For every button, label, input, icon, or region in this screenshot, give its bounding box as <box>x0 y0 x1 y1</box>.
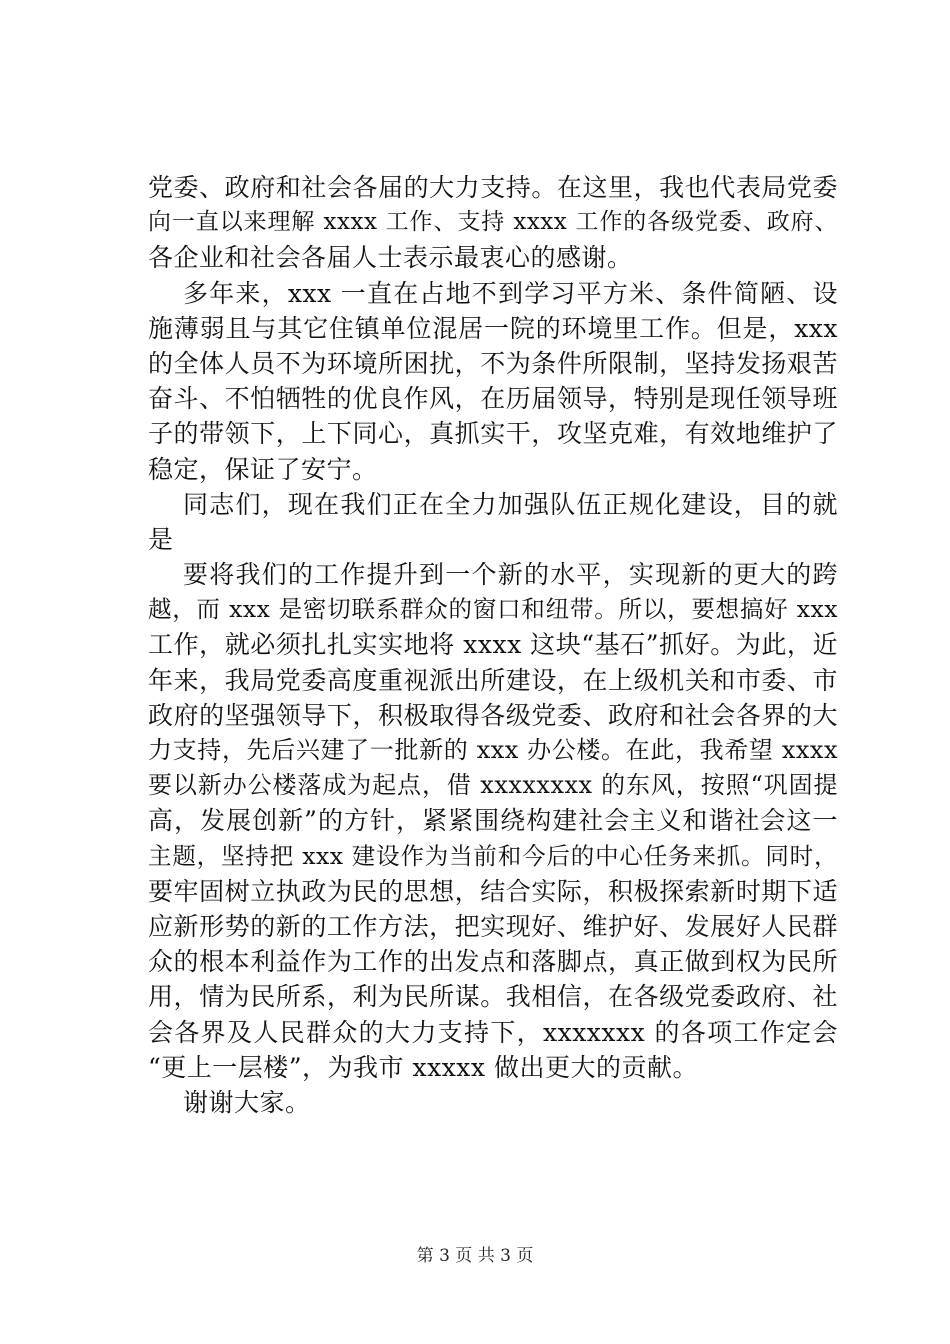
text-line: 子的带领下，上下同心，真抓实干，攻坚克难，有效地维护了 <box>148 419 838 449</box>
page-footer: 第 3 页 共 3 页 <box>416 1246 534 1266</box>
text-line: 奋斗、不怕牺牲的优良作风，在历届领导，特别是现任领导班 <box>148 384 838 414</box>
text-line: 工作，就必须扎扎实实地将 xxxx 这块“基石”抓好。为此，近 <box>148 630 838 660</box>
text-line: 应新形势的新的工作方法，把实现好、维护好、发展好人民群 <box>148 911 838 941</box>
text-line: 主题，坚持把 xxx 建设作为当前和今后的中心任务来抓。同时， <box>148 841 838 870</box>
text-line: 会各界及人民群众的大力支持下，xxxxxxx 的各项工作定会 <box>148 1017 838 1047</box>
text-line: 政府的坚强领导下，积极取得各级党委、政府和社会各界的大 <box>148 700 838 730</box>
text-line: 要将我们的工作提升到一个新的水平，实现新的更大的跨 <box>183 560 838 590</box>
text-line: 的全体人员不为环境所困扰，不为条件所限制，坚持发扬艰苦 <box>148 348 838 378</box>
text-line: 年来，我局党委高度重视派出所建设，在上级机关和市委、市 <box>148 665 838 695</box>
text-line: 众的根本利益作为工作的出发点和落脚点，真正做到权为民所 <box>148 947 838 977</box>
text-line: 同志们，现在我们正在全力加强队伍正规化建设，目的就 <box>183 489 838 519</box>
text-line: 用，情为民所系，利为民所谋。我相信，在各级党委政府、社 <box>148 982 838 1012</box>
text-line: 越，而 xxx 是密切联系群众的窗口和纽带。所以，要想搞好 xxx <box>148 595 838 624</box>
text-line: 要以新办公楼落成为起点，借 xxxxxxxx 的东风，按照“巩固提 <box>148 771 838 800</box>
closing-line: 谢谢大家。 <box>183 1087 311 1117</box>
text-line: 各企业和社会各届人士表示最衷心的感谢。 <box>148 243 633 273</box>
text-line: 稳定，保证了安宁。 <box>148 454 378 484</box>
text-line: “更上一层楼”，为我市 xxxxx 做出更大的贡献。 <box>148 1052 698 1082</box>
text-line: 力支持，先后兴建了一批新的 xxx 办公楼。在此，我希望 xxxx <box>148 736 838 764</box>
text-line: 是 <box>148 524 174 554</box>
text-line: 要牢固树立执政为民的思想，结合实际，积极探索新时期下适 <box>148 876 838 906</box>
text-line: 向一直以来理解 xxxx 工作、支持 xxxx 工作的各级党委、政府、 <box>148 209 838 236</box>
document-body <box>148 170 838 1120</box>
text-line: 高，发展创新”的方针，紧紧围绕构建社会主义和谐社会这一 <box>148 806 838 836</box>
text-line: 施薄弱且与其它住镇单位混居一院的环境里工作。但是，xxx <box>148 313 838 343</box>
text-line: 党委、政府和社会各届的大力支持。在这里，我也代表局党委 <box>148 173 838 202</box>
text-line: 多年来，xxx 一直在占地不到学习平方米、条件简陋、设 <box>183 278 838 308</box>
